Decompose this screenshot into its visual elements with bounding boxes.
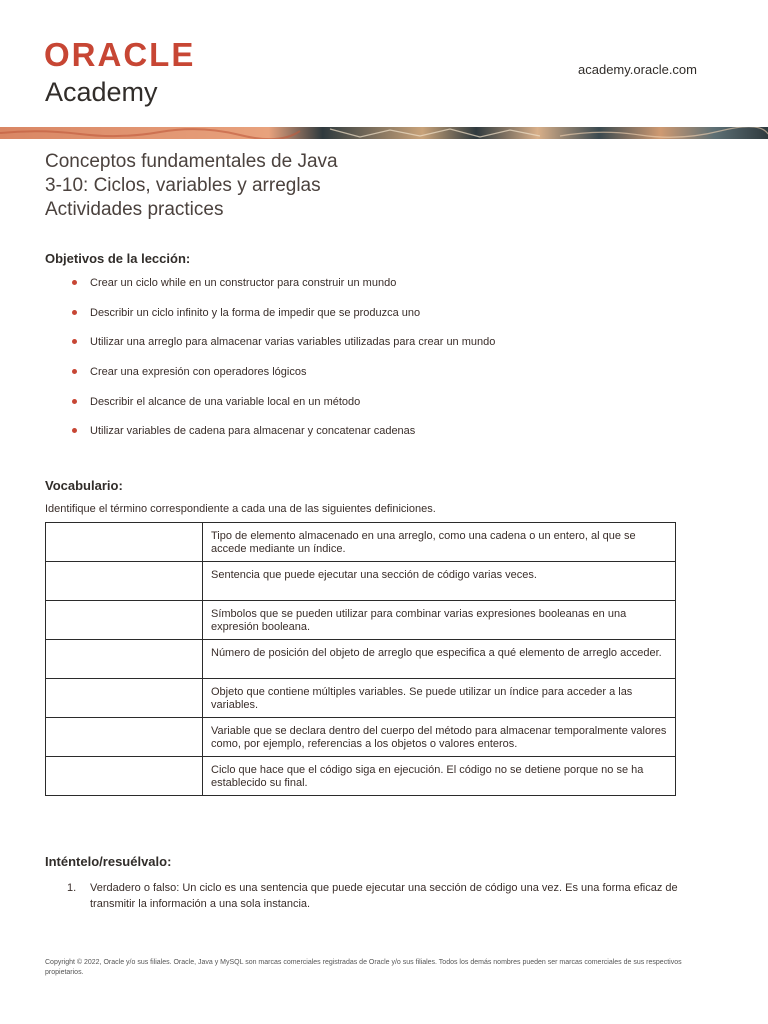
exercise-text: Verdadero o falso: Un ciclo es una sentencia que puede ejecutar una sección de código una vez. Es una forma eficaz de transmitir la información a una sola instancia. — [90, 882, 678, 910]
definition-cell: Objeto que contiene múltiples variables. Se puede utilizar un índice para acceder a las variables. — [203, 679, 676, 718]
definition-cell: Sentencia que puede ejecutar una sección de código varias veces. — [203, 562, 676, 601]
bullet-icon — [72, 310, 77, 315]
vocabulary-table — [45, 522, 676, 796]
term-answer-cell[interactable] — [46, 562, 203, 601]
definition-cell: Tipo de elemento almacenado en una arreglo, como una cadena o un entero, al que se accede mediante un índice. — [203, 523, 676, 562]
definition-cell: Variable que se declara dentro del cuerpo del método para almacenar temporalmente valores como, por ejemplo, referencias a los objetos o valores enteros. — [203, 718, 676, 757]
table-row — [46, 640, 676, 679]
exercise-list — [67, 880, 707, 912]
definition-cell: Número de posición del objeto de arreglo que especifica a qué elemento de arreglo acceder. — [203, 640, 676, 679]
definition-cell: Ciclo que hace que el código siga en ejecución. El código no se detiene porque no se ha establecido su final. — [203, 757, 676, 796]
table-row — [46, 679, 676, 718]
vocabulary-heading: Vocabulario: — [45, 478, 123, 493]
title-line-lesson: 3-10: Ciclos, variables y arreglas — [45, 175, 321, 196]
bullet-icon — [72, 428, 77, 433]
table-row — [46, 601, 676, 640]
title-line-activity: Actividades practices — [45, 199, 224, 220]
exercise-item — [67, 880, 707, 912]
term-answer-cell[interactable] — [46, 757, 203, 796]
objectives-list — [72, 276, 495, 454]
list-item: Utilizar una arreglo para almacenar varias variables utilizadas para crear un mundo — [72, 335, 495, 365]
term-answer-cell[interactable] — [46, 601, 203, 640]
exercise-number: 1. — [67, 882, 77, 894]
definition-cell: Símbolos que se pueden utilizar para combinar varias expresiones booleanas en una expresión booleana. — [203, 601, 676, 640]
list-item: Describir un ciclo infinito y la forma de impedir que se produzca uno — [72, 306, 495, 336]
table-row — [46, 523, 676, 562]
try-it-heading: Inténtelo/resuélvalo: — [45, 854, 172, 869]
bullet-icon — [72, 339, 77, 344]
document-title — [45, 150, 338, 222]
term-answer-cell[interactable] — [46, 640, 203, 679]
academy-logo-text: Academy — [45, 77, 158, 107]
bullet-icon — [72, 280, 77, 285]
objectives-heading: Objetivos de la lección: — [45, 251, 191, 266]
term-answer-cell[interactable] — [46, 679, 203, 718]
table-row — [46, 562, 676, 601]
list-item: Crear un ciclo while en un constructor para construir un mundo — [72, 276, 495, 306]
oracle-logo: ORACLE — [44, 36, 196, 73]
bullet-icon — [72, 399, 77, 404]
copyright-footer: Copyright © 2022, Oracle y/o sus filiales. Oracle, Java y MySQL son marcas comerciales registradas de Oracle y/o sus filiales. Todos los demás nombres pueden ser marcas comerciales de sus respectivos propietarios. — [45, 959, 682, 976]
list-item: Crear una expresión con operadores lógicos — [72, 365, 495, 395]
page-header — [0, 0, 768, 128]
term-answer-cell[interactable] — [46, 523, 203, 562]
bullet-icon — [72, 369, 77, 374]
table-row — [46, 757, 676, 796]
site-url[interactable]: academy.oracle.com — [578, 62, 697, 77]
table-row — [46, 718, 676, 757]
list-item: Describir el alcance de una variable local en un método — [72, 395, 495, 425]
vocabulary-instructions: Identifique el término correspondiente a cada una de las siguientes definiciones. — [45, 503, 436, 515]
term-answer-cell[interactable] — [46, 718, 203, 757]
title-line-course: Conceptos fundamentales de Java — [45, 151, 338, 172]
list-item: Utilizar variables de cadena para almacenar y concatenar cadenas — [72, 424, 495, 454]
decorative-band — [0, 127, 768, 139]
